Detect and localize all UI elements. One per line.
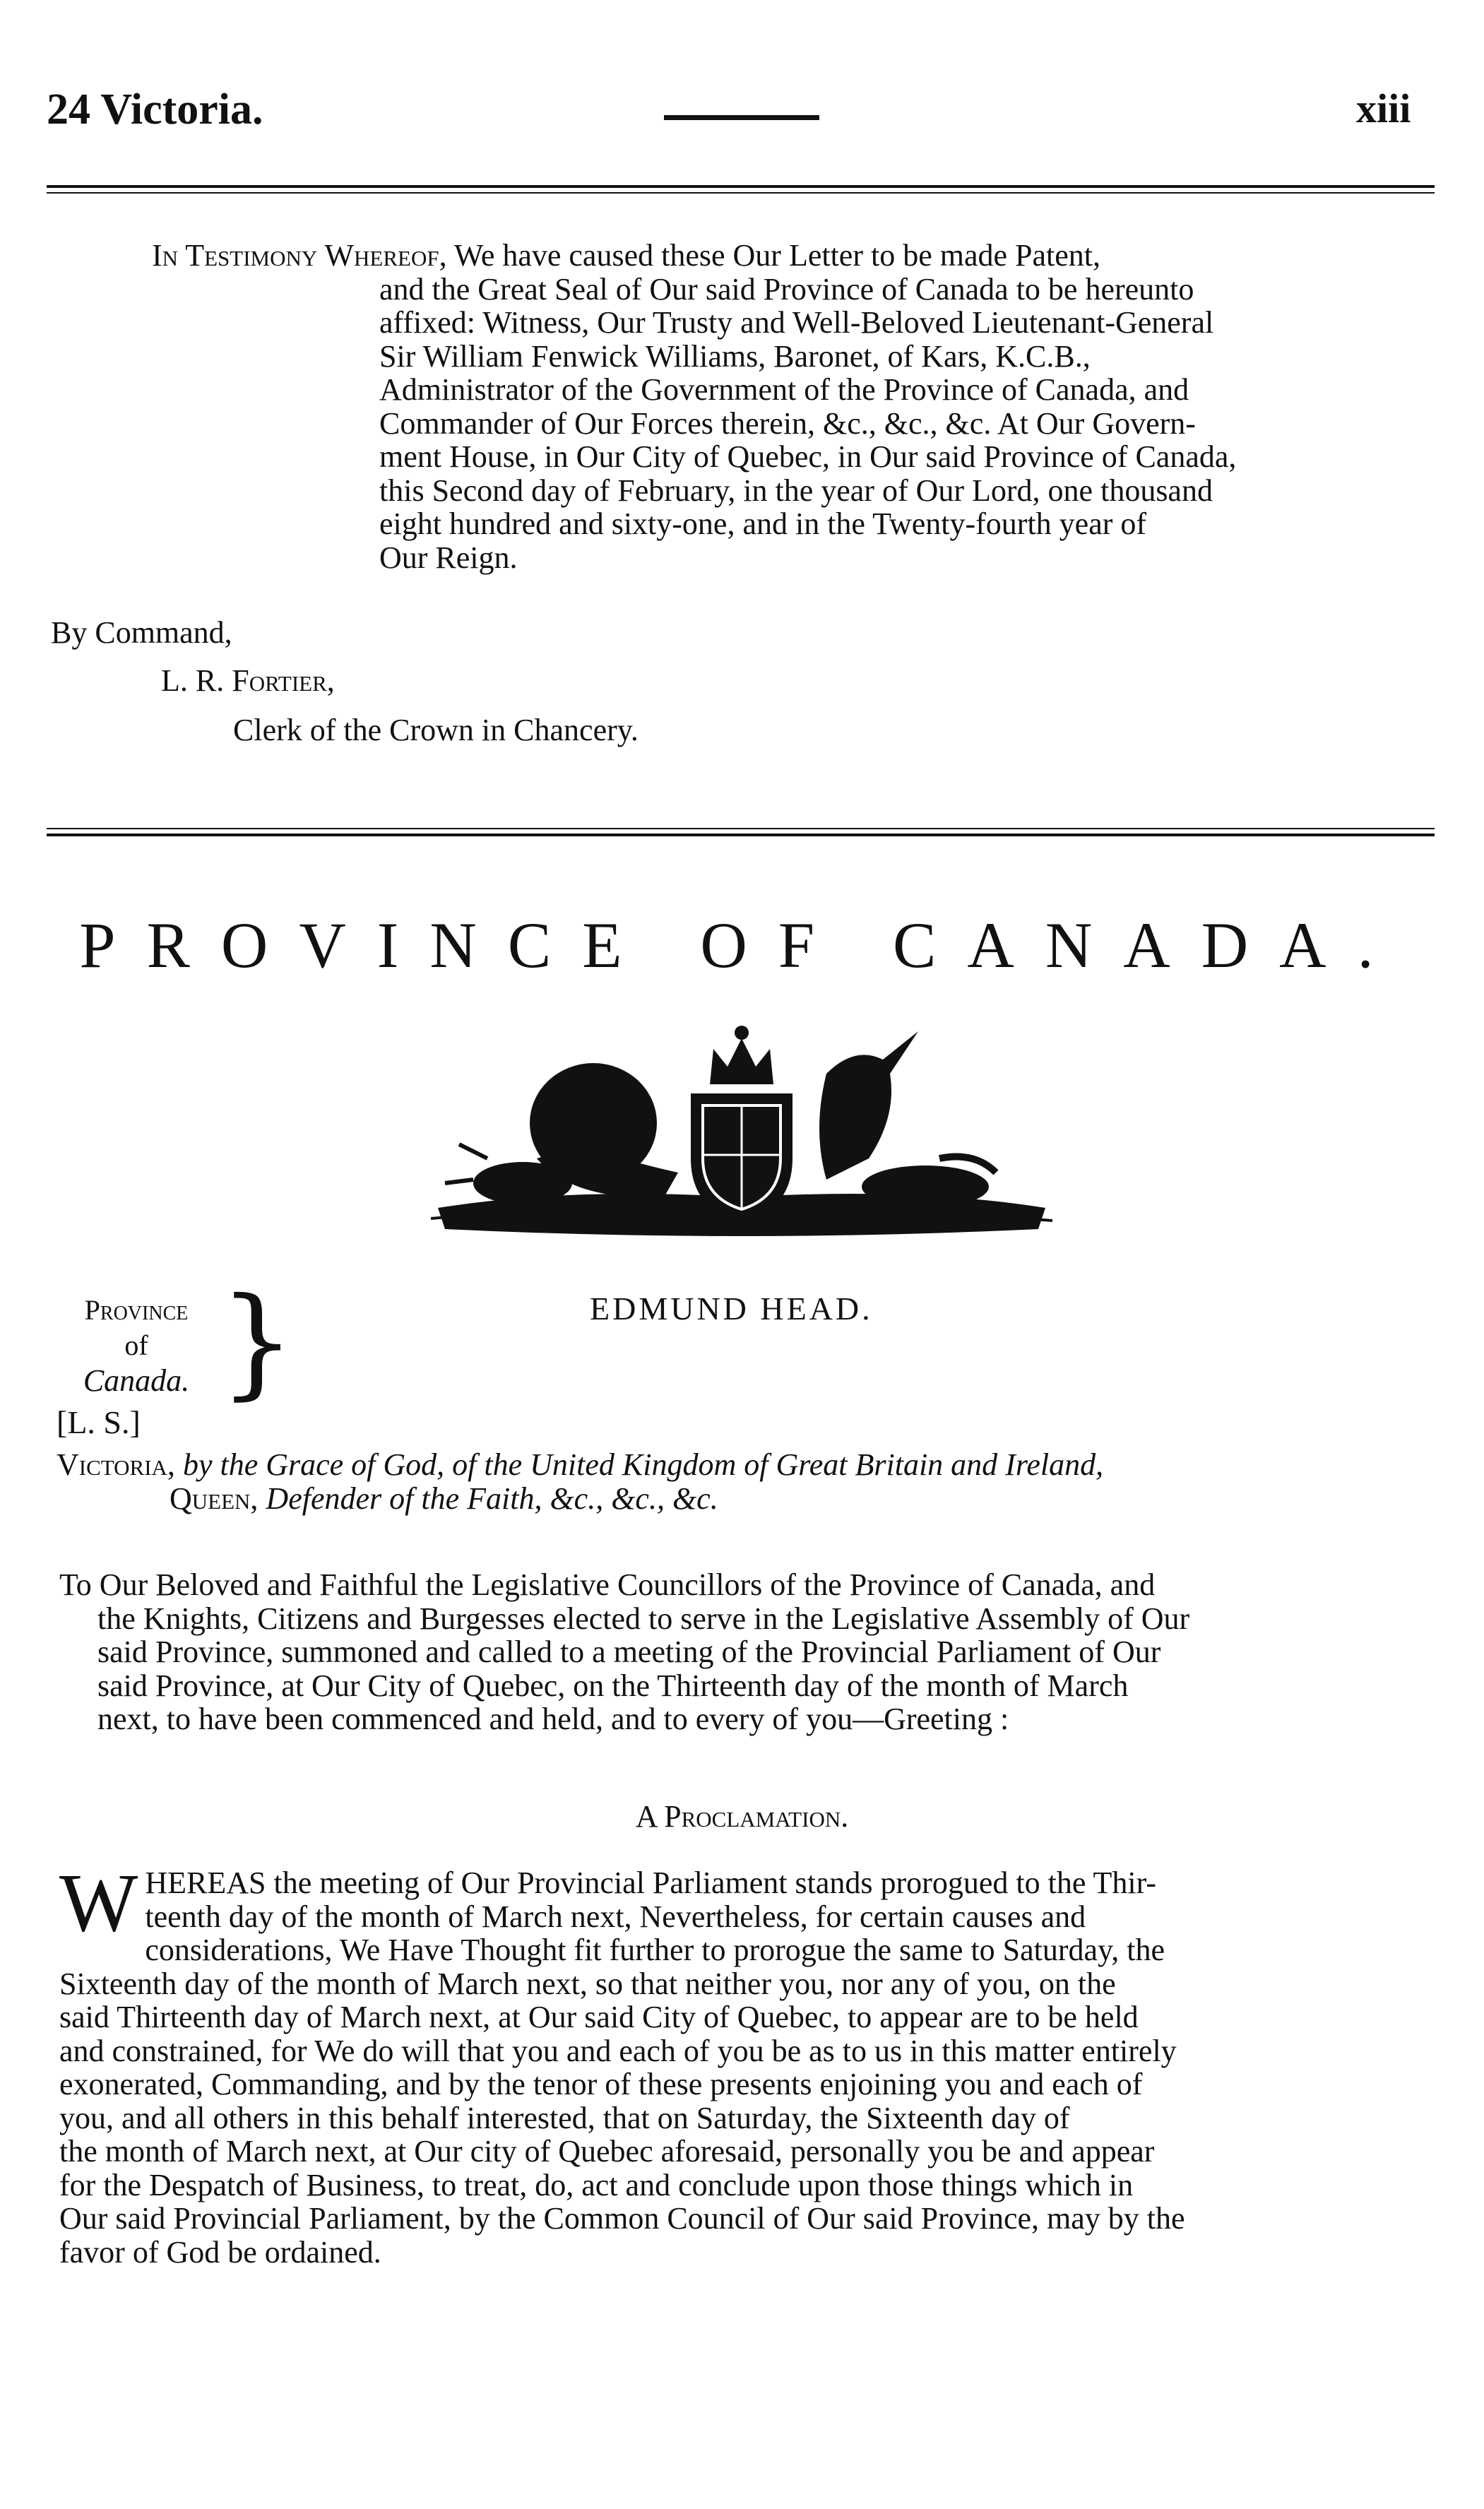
witness-line: eight hundred and sixty-one, and in the Twenty-fourth year of xyxy=(379,506,1147,541)
side-label-province: Province xyxy=(84,1294,189,1326)
proclamation-heading: A Proclamation. xyxy=(635,1799,849,1834)
whereas-line: favor of God be ordained. xyxy=(59,2234,381,2270)
page-number: xiii xyxy=(1356,85,1411,131)
sovereign-defender: Defender of the Faith, &c., &c., &c. xyxy=(266,1481,718,1516)
section-rule-bottom xyxy=(47,834,1435,836)
seal-mark: [L. S.] xyxy=(57,1404,141,1440)
header-rule-bottom xyxy=(47,192,1435,194)
witness-line: and the Great Seal of Our said Province of Canada to be hereunto xyxy=(379,271,1194,307)
governor-name: EDMUND HEAD. xyxy=(590,1291,873,1327)
whereas-line: for the Despatch of Business, to treat, do, act and conclude upon those things which in xyxy=(59,2167,1134,2202)
royal-style xyxy=(57,1448,1434,1516)
side-label-of: of xyxy=(124,1329,148,1361)
royal-coat-of-arms-icon xyxy=(431,1017,1052,1243)
drop-cap: W xyxy=(59,1856,138,1949)
witness-line: Our Reign. xyxy=(379,540,518,575)
header-dash-ornament xyxy=(664,115,819,120)
address-line: the Knights, Citizens and Burgesses elected to serve in the Legislative Assembly of Our xyxy=(97,1601,1190,1636)
address-line: next, to have been commenced and held, and to every of you—Greeting : xyxy=(97,1702,1009,1736)
whereas-line: you, and all others in this behalf interested, that on Saturday, the Sixteenth day of xyxy=(59,2100,1070,2135)
section-rule-top xyxy=(47,828,1435,829)
witness-lead: In Testimony Whereof, xyxy=(152,238,447,273)
witness-line: ment House, in Our City of Quebec, in Our said Province of Canada, xyxy=(379,439,1237,474)
signatory-name: L. R. Fortier, xyxy=(161,663,335,698)
address-line: said Province, summoned and called to a meeting of the Provincial Parliament of Our xyxy=(97,1635,1161,1669)
sovereign-style: by the Grace of God, of the United Kingdom of Great Britain and Ireland, xyxy=(182,1447,1104,1482)
sovereign-name: Victoria, xyxy=(57,1447,175,1482)
witness-line: this Second day of February, in the year of Our Lord, one thousand xyxy=(379,473,1213,508)
witness-line: We have caused these Our Letter to be made Patent, xyxy=(453,238,1101,273)
whereas-line: the month of March next, at Our city of Quebec aforesaid, personally you be and appear xyxy=(59,2134,1155,2169)
whereas-line: Sixteenth day of the month of March next, so that neither you, nor any of you, on the xyxy=(59,1966,1116,2001)
address-line: To Our Beloved and Faithful the Legislative Councillors of the Province of Canada, and xyxy=(59,1567,1156,1602)
whereas-line: exonerated, Commanding, and by the tenor of these presents enjoining you and each of xyxy=(59,2067,1143,2101)
signatory-office: Clerk of the Crown in Chancery. xyxy=(233,713,639,747)
address-line: said Province, at Our City of Quebec, on the Thirteenth day of the month of March xyxy=(97,1668,1129,1703)
witness-clause xyxy=(152,239,1434,574)
witness-line: Administrator of the Government of the Province of Canada, and xyxy=(379,372,1189,407)
side-brace: } xyxy=(219,1272,296,1412)
whereas-line: and constrained, for We do will that you and each of you be as to us in this matter entirely xyxy=(59,2033,1177,2068)
whereas-line: Our said Provincial Parliament, by the Common Council of Our said Province, may by the xyxy=(59,2201,1185,2236)
whereas-line: said Thirteenth day of March next, at Our said City of Quebec, to appear are to be held xyxy=(59,2000,1139,2034)
sovereign-title: Queen, xyxy=(170,1481,259,1516)
side-label-canada: Canada. xyxy=(83,1363,190,1398)
witness-line: Sir William Fenwick Williams, Baronet, of Kars, K.C.B., xyxy=(379,338,1091,374)
page-title: PROVINCE OF CANADA. xyxy=(79,909,1405,981)
whereas-line: teenth day of the month of March next, Nevertheless, for certain causes and xyxy=(145,1899,1086,1934)
header-rule-top xyxy=(47,185,1435,188)
address-paragraph xyxy=(59,1568,1434,1736)
whereas-line: HEREAS the meeting of Our Provincial Parliament stands prorogued to the Thir- xyxy=(145,1866,1157,1900)
by-command: By Command, xyxy=(51,615,232,650)
witness-line: affixed: Witness, Our Trusty and Well-Beloved Lieutenant-General xyxy=(379,305,1214,340)
whereas-line: considerations, We Have Thought fit further to prorogue the same to Saturday, the xyxy=(145,1933,1165,1967)
running-head-left: 24 Victoria. xyxy=(47,85,263,134)
witness-line: Commander of Our Forces therein, &c., &c., &c. At Our Govern- xyxy=(379,405,1196,441)
whereas-paragraph xyxy=(59,1856,1434,2270)
